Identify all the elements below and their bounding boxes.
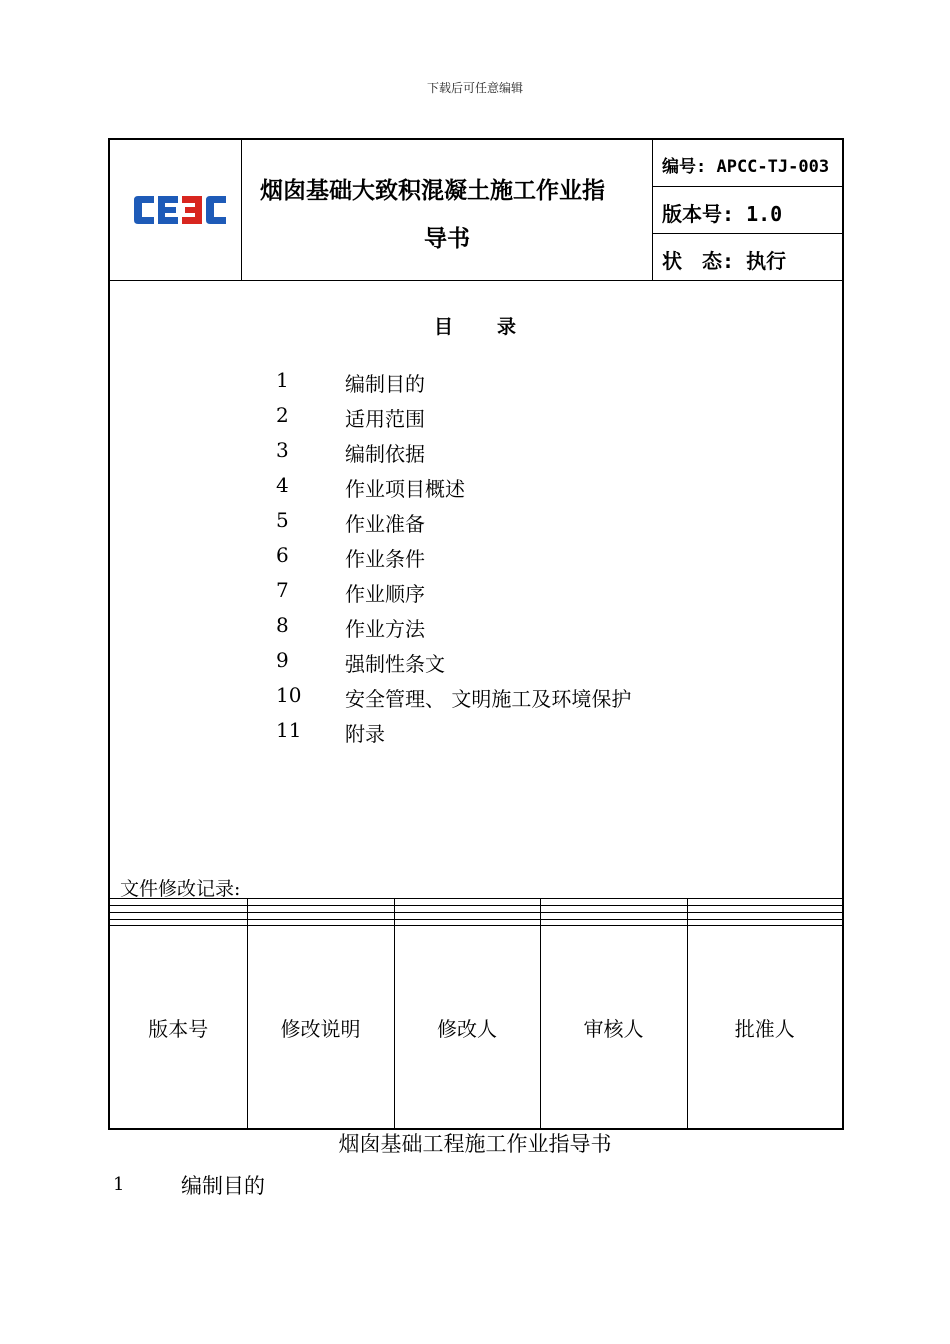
table-cell: [394, 912, 540, 919]
toc-item-number: 11: [276, 718, 302, 742]
table-cell: [247, 899, 394, 906]
table-row: [110, 905, 842, 912]
table-cell: [687, 899, 842, 906]
version-row: [653, 187, 842, 234]
section-title: 编制目的: [181, 1174, 265, 1198]
toc-item-text: 附录: [345, 722, 385, 746]
column-header-approver: 批准人: [687, 926, 842, 1128]
table-cell: [110, 905, 247, 912]
table-row: [110, 899, 842, 906]
title-line-2: 导书: [424, 226, 470, 252]
table-cell: [540, 899, 687, 906]
ceec-logo: [132, 194, 228, 226]
meta-cell: [653, 140, 842, 280]
table-cell: [687, 905, 842, 912]
toc-item-number: 5: [276, 508, 289, 532]
table-cell: [110, 912, 247, 919]
table-cell: [110, 899, 247, 906]
revision-table: [110, 898, 842, 1128]
column-header-version: 版本号: [110, 926, 247, 1128]
header-row: [110, 140, 842, 281]
table-cell: [247, 919, 394, 926]
document-title: [242, 140, 653, 280]
table-cell: [687, 919, 842, 926]
title-line-1: 烟囱基础大致积混凝土施工作业指: [260, 178, 605, 204]
table-header-row: [110, 926, 842, 1128]
toc-title: 目 录: [433, 316, 518, 338]
toc-item-text: 作业准备: [345, 512, 425, 536]
toc-item-text: 安全管理、 文明施工及环境保护: [345, 687, 632, 711]
table-cell: [687, 912, 842, 919]
toc-item-text: 作业条件: [345, 547, 425, 571]
table-cell: [247, 905, 394, 912]
toc-item-number: 1: [276, 368, 289, 392]
revision-record-label: 文件修改记录:: [120, 878, 241, 900]
toc-item-text: 编制目的: [345, 372, 425, 396]
table-cell: [540, 912, 687, 919]
toc-item-text: 编制依据: [345, 442, 425, 466]
table-row: [110, 912, 842, 919]
document-subtitle: 烟囱基础工程施工作业指导书: [338, 1132, 612, 1156]
column-header-reviewer: 审核人: [540, 926, 687, 1128]
toc-item-number: 2: [276, 403, 289, 427]
table-cell: [110, 919, 247, 926]
doc-number-row: [653, 140, 842, 187]
table-cell: [540, 919, 687, 926]
section-number: 1: [113, 1174, 125, 1195]
toc-item-number: 3: [276, 438, 289, 462]
toc-item-number: 4: [276, 473, 289, 497]
table-cell: [394, 899, 540, 906]
table-cell: [247, 912, 394, 919]
toc-item-number: 10: [276, 683, 302, 707]
table-cell: [394, 919, 540, 926]
version: 版本号: 1.0: [662, 202, 783, 226]
table-cell: [394, 905, 540, 912]
toc-item-text: 强制性条文: [345, 652, 445, 676]
document-frame: [108, 138, 844, 1130]
status-row: [653, 234, 842, 280]
toc-item-number: 6: [276, 543, 289, 567]
status: 状 态: 执行: [662, 249, 787, 273]
toc-item-number: 8: [276, 613, 289, 637]
toc-item-text: 作业方法: [345, 617, 425, 641]
toc-item-number: 7: [276, 578, 289, 602]
toc-item-text: 适用范围: [345, 407, 425, 431]
watermark-text: 下载后可任意编辑: [426, 81, 523, 95]
doc-number: 编号: APCC-TJ-003: [662, 157, 830, 177]
column-header-modifier: 修改人: [394, 926, 540, 1128]
table-cell: [540, 905, 687, 912]
table-row: [110, 919, 842, 926]
toc-item-text: 作业项目概述: [345, 477, 465, 501]
logo-cell: [110, 140, 242, 280]
toc-item-number: 9: [276, 648, 289, 672]
column-header-description: 修改说明: [247, 926, 394, 1128]
toc-item-text: 作业顺序: [345, 582, 425, 606]
